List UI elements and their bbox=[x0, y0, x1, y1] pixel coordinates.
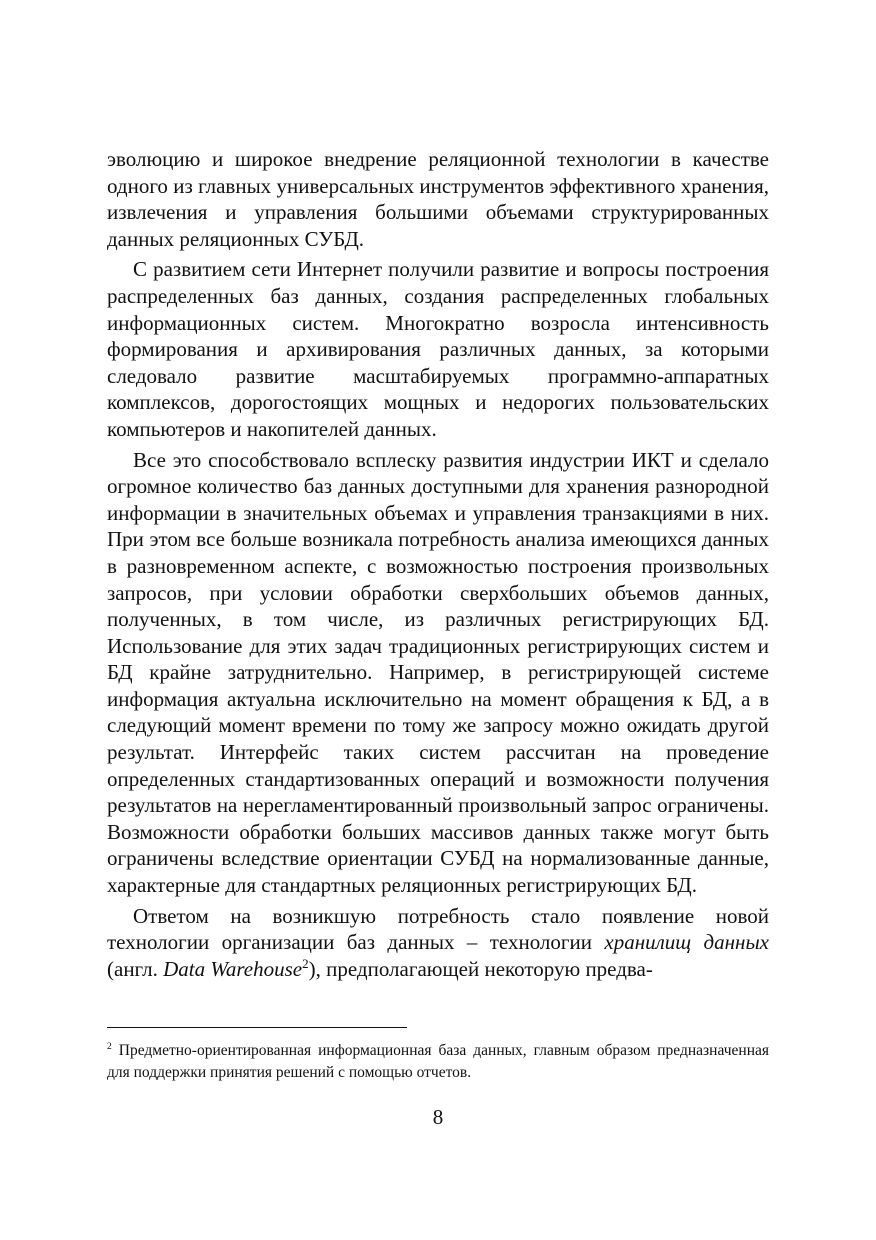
paragraph-3: Все это способствовало всплеску развития индустрии ИКТ и сделало огромное количество баз данных доступными для хранения разнородной информации в значительных объемах и управления транзакциями в них. При этом все больше возникала потребность анализа имеющихся данных в разновременном аспекте, с возможностью построения произвольных запросов, при условии обработки сверхбольших объемов данных, полученных, в том числе, из различных регистрирующих БД. Использование для этих задач традиционных регистрирующих систем и БД крайне затруднительно. Например, в регистрирующей системе информация актуальна исключительно на момент обращения к БД, а в следующий момент времени по тому же запросу можно ожидать другой результат. Интерфейс таких систем рассчитан на проведение определенных стандартизованных операций и возможности получения результатов на нерегламентированный произвольный запрос ограничены. Возможности обработки больших массивов данных также могут быть ограничены вследствие ориентации СУБД на нормализованные данные, характерные для стандартных реляционных регистрирующих БД. bbox=[107, 447, 769, 898]
footnote bbox=[107, 1040, 769, 1084]
page-number: 8 bbox=[432, 1105, 444, 1129]
footnote-reference: 2 bbox=[302, 955, 309, 971]
footnote-marker: 2 bbox=[107, 1040, 112, 1052]
page-body bbox=[107, 146, 769, 986]
paragraph-4-part1: Ответом на возникшую потребность стало появление новой технологии организации баз данных – технологии bbox=[107, 903, 769, 955]
term-data-warehouse-en: Data Warehouse bbox=[163, 956, 303, 981]
footnote-text: Предметно-ориентированная информационная база данных, главным образом предназначенная для поддержки принятия решений с помощью отчетов. bbox=[107, 1042, 769, 1081]
paragraph-2: С развитием сети Интернет получили развитие и вопросы построения распределенных баз данных, создания распределенных глобальных информационных систем. Многократно возросла интенсивность формирования и архивирования различных данных, за которыми следовало развитие масштабируемых программно-аппаратных комплексов, дорогостоящих мощных и недорогих пользовательских компьютеров и накопителей данных. bbox=[107, 257, 769, 441]
term-data-warehouses-ru: хранилищ данных bbox=[604, 930, 769, 955]
paragraph-4-part3: ), предполагающей некоторую предва- bbox=[308, 956, 653, 981]
footnote-divider bbox=[107, 1027, 407, 1028]
paragraph-1: эволюцию и широкое внедрение реляционной технологии в качестве одного из главных универсальных инструментов эффективного хранения, извлечения и управления большими объемами структурированных данных реляционных СУБД. bbox=[107, 147, 769, 251]
paragraph-4 bbox=[107, 903, 769, 983]
paragraph-4-part2: (англ. bbox=[107, 956, 164, 981]
